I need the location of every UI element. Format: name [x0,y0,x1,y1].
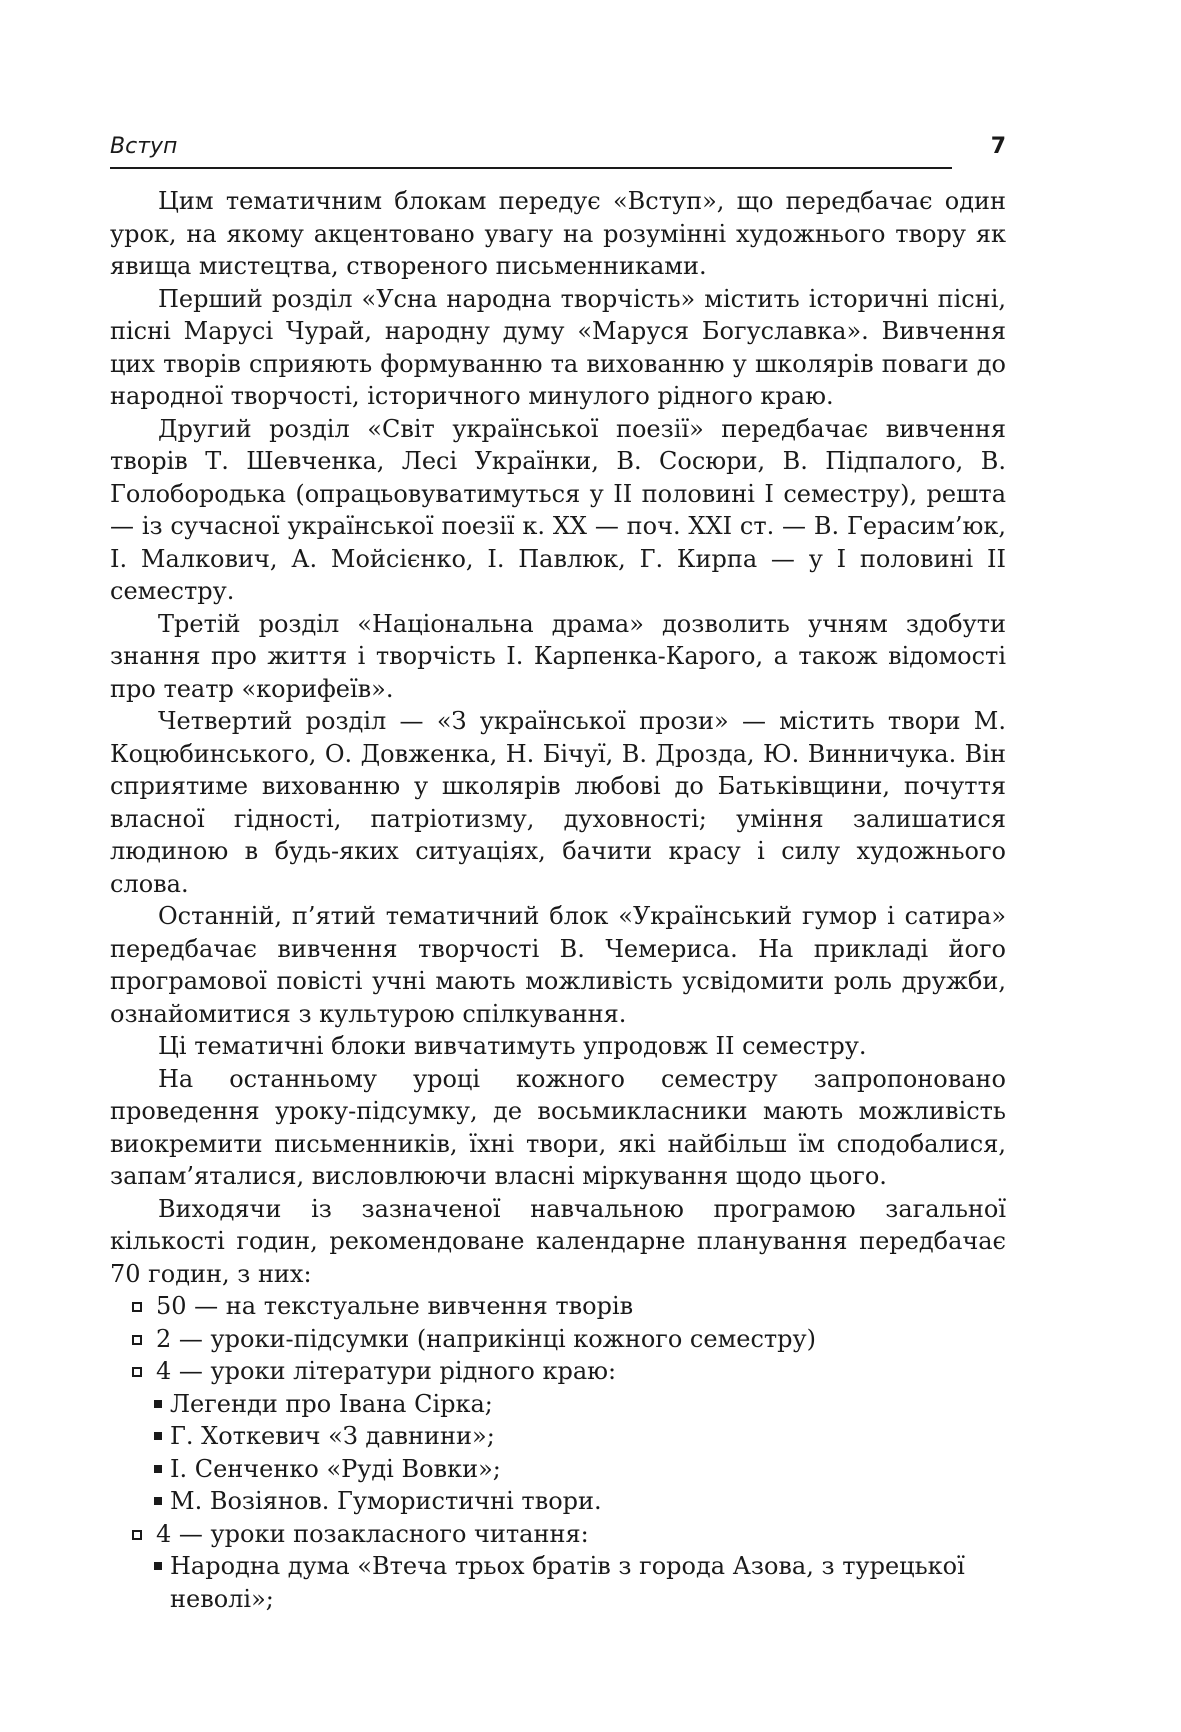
list-item [110,1323,1006,1356]
sublist-item [110,1453,1006,1486]
list-item [110,1355,1006,1388]
paragraph: Виходячи із зазначеної навчальною програмою загальної кількості годин, рекомендоване календарне планування передбачає 70 годин, з них: [110,1194,1006,1288]
paragraph: Ці тематичні блоки вивчатимуть упродовж ІІ семестру. [158,1032,867,1060]
paragraph: Другий розділ «Світ української поезії» передбачає вивчення творів Т. Шевченка, Лесі Українки, В. Сосюри, В. Підпалого, В. Голобородька (опрацьовуватимуться у ІІ половині І семестру), решта — із сучасної української поезії к. ХХ — поч. ХХІ ст. — В. Герасим’юк, І. Малкович, А. Мойсієнко, І. Павлюк, Г. Кирпа — у І половині ІІ семестру. [110,414,1006,605]
sublist-item-text: Г. Хоткевич «З давнини»; [170,1422,495,1450]
sublist-item [110,1485,1006,1518]
sublist-item-text: Легенди про Івана Сірка; [170,1389,493,1418]
list-item [110,1290,1006,1323]
header-rule [110,167,952,169]
paragraph: Третій розділ «Національна драма» дозволить учням здобути знання про життя і творчість І. Карпенка-Карого, а також відомості про театр «корифеїв». [110,609,1006,703]
filled-square-bullet-icon [154,1497,162,1505]
section-title: Вступ [110,134,178,159]
sublist-item-text: Народна дума «Втеча трьох братів з города Азова, з турецької неволі»; [170,1552,965,1613]
sublist-item [110,1388,1006,1421]
square-bullet-icon [132,1302,142,1312]
filled-square-bullet-icon [154,1432,162,1440]
body-text [110,185,1006,1615]
paragraph: Цим тематичним блокам передує «Вступ», що передбачає один урок, на якому акцентовано увагу на розумінні художнього твору як явища мистецтва, створеного письменниками. [110,187,1006,280]
list-item-text: 4 — уроки літератури рідного краю: [156,1357,617,1385]
list-item-text: 2 — уроки-підсумки (наприкінці кожного семестру) [156,1324,817,1353]
sublist-item-text: М. Возіянов. Гумористичні твори. [170,1487,602,1515]
square-bullet-icon [132,1530,142,1540]
hours-list-continued [110,1518,1006,1551]
square-bullet-icon [132,1335,142,1345]
sublist-item [110,1550,1006,1615]
filled-square-bullet-icon [154,1562,162,1570]
page-number: 7 [990,134,1006,159]
hours-list [110,1290,1006,1388]
list-item-text: 4 — уроки позакласного читання: [156,1519,589,1548]
filled-square-bullet-icon [154,1465,162,1473]
running-head [110,132,1006,172]
extracurricular-reading-sublist [110,1550,1006,1615]
square-bullet-icon [132,1367,142,1377]
local-literature-sublist [110,1388,1006,1518]
sublist-item [110,1420,1006,1453]
paragraph: Перший розділ «Усна народна творчість» містить історичні пісні, пісні Марусі Чурай, народну думу «Маруся Богуславка». Вивчення цих творів сприяють формуванню та вихованню у школярів поваги до народної творчості, історичного минулого рідного краю. [110,284,1006,410]
list-item-text: 50 — на текстуальне вивчення творів [156,1292,634,1320]
list-item [110,1518,1006,1551]
filled-square-bullet-icon [154,1400,162,1408]
sublist-item-text: І. Сенченко «Руді Вовки»; [170,1454,501,1483]
paragraph: На останньому уроці кожного семестру запропоновано проведення уроку-підсумку, де восьмикласники мають можливість виокремити письменників, їхні твори, які найбільш їм сподобалися, запам’яталися, висловлюючи власні міркування щодо цього. [110,1064,1006,1190]
paragraph: Останній, п’ятий тематичний блок «Український гумор і сатира» передбачає вивчення творчості В. Чемериса. На прикладі його програмової повісті учні мають можливість усвідомити роль дружби, ознайомитися з культурою спілкування. [110,902,1006,1028]
paragraph: Четвертий розділ — «З української прози» — містить твори М. Коцюбинського, О. Довженка, Н. Бічуї, В. Дрозда, Ю. Винничука. Він сприятиме вихованню у школярів любові до Батьківщини, почуття власної гідності, патріотизму, духовності; уміння залишатися людиною в будь-яких ситуаціях, бачити красу і силу художнього слова. [110,707,1006,898]
